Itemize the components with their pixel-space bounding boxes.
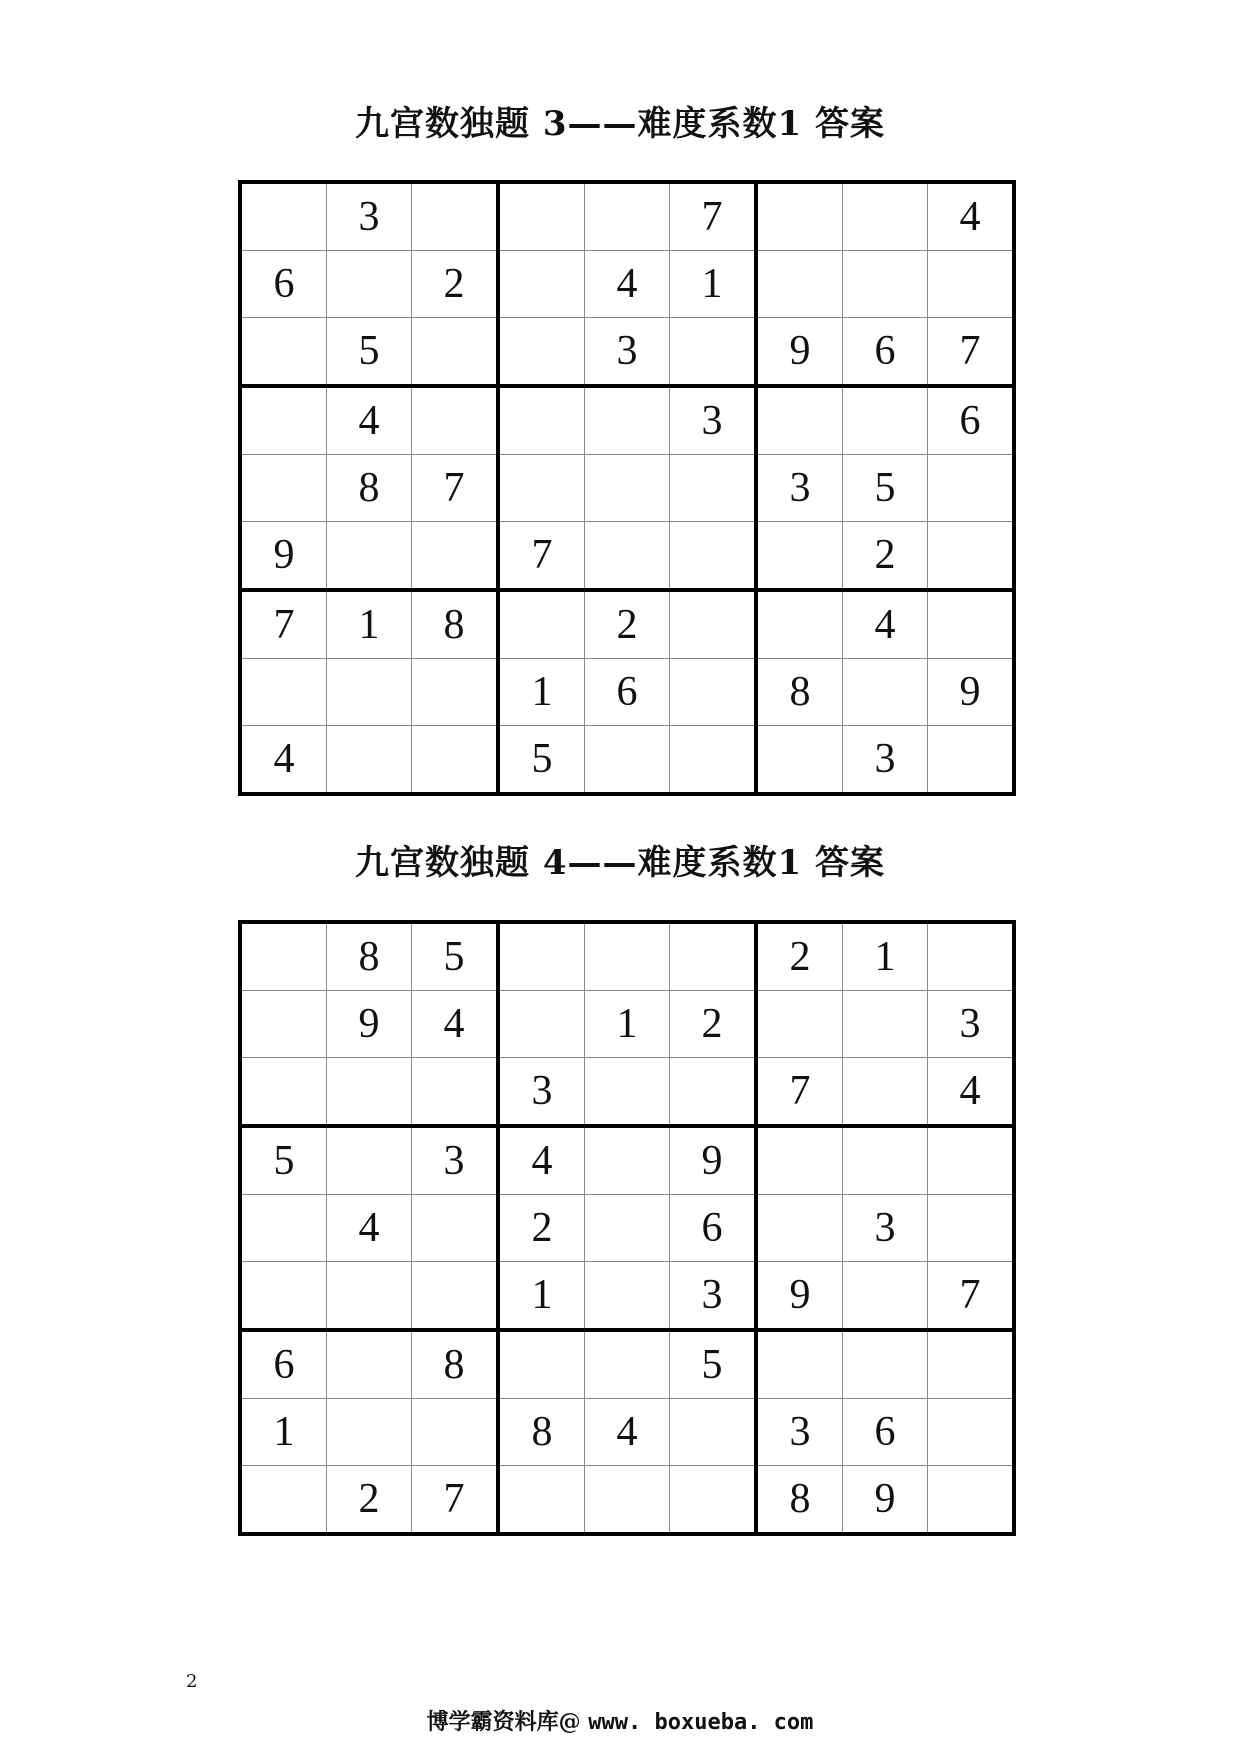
grid-row <box>240 991 1014 1058</box>
grid-cell <box>756 1330 843 1399</box>
grid-cell: 8 <box>756 659 843 726</box>
grid-cell <box>756 386 843 455</box>
grid-cell <box>412 318 499 387</box>
grid-cell <box>670 590 757 659</box>
grid-cell <box>327 1058 412 1127</box>
grid-cell <box>670 726 757 795</box>
grid-cell <box>585 922 670 991</box>
grid-cell <box>498 991 585 1058</box>
grid-row <box>240 455 1014 522</box>
sudoku-grid <box>238 180 1016 796</box>
grid-cell: 6 <box>585 659 670 726</box>
grid-cell: 1 <box>498 1262 585 1331</box>
grid-cell: 7 <box>928 1262 1015 1331</box>
footer-site: www. boxueba. com <box>588 1710 814 1735</box>
grid-cell: 4 <box>585 1399 670 1466</box>
grid-cell <box>756 182 843 251</box>
grid-cell <box>412 386 499 455</box>
grid-cell: 2 <box>756 922 843 991</box>
grid-cell <box>928 726 1015 795</box>
grid-cell <box>843 991 928 1058</box>
grid-cell: 9 <box>756 1262 843 1331</box>
grid-cell <box>843 659 928 726</box>
grid-cell <box>670 1466 757 1535</box>
grid-cell <box>928 1126 1015 1195</box>
grid-cell: 3 <box>928 991 1015 1058</box>
grid-row <box>240 251 1014 318</box>
grid-row <box>240 1058 1014 1127</box>
grid-cell <box>670 659 757 726</box>
grid-cell <box>928 922 1015 991</box>
grid-cell <box>928 522 1015 591</box>
grid-cell: 3 <box>756 1399 843 1466</box>
grid-cell <box>412 726 499 795</box>
grid-row <box>240 1330 1014 1399</box>
grid-cell <box>670 455 757 522</box>
page-number: 2 <box>186 1671 198 1692</box>
grid-row <box>240 182 1014 251</box>
grid-cell: 1 <box>327 590 412 659</box>
grid-cell: 5 <box>843 455 928 522</box>
grid-row <box>240 726 1014 795</box>
grid-cell <box>498 386 585 455</box>
grid-cell <box>498 455 585 522</box>
grid-cell: 7 <box>756 1058 843 1127</box>
grid-cell: 5 <box>498 726 585 795</box>
grid-cell <box>843 251 928 318</box>
grid-cell <box>240 922 327 991</box>
grid-cell <box>670 522 757 591</box>
grid-cell <box>498 1466 585 1535</box>
grid-row <box>240 1126 1014 1195</box>
grid-cell <box>585 1466 670 1535</box>
grid-row <box>240 1262 1014 1331</box>
grid-cell: 7 <box>412 1466 499 1535</box>
grid-row <box>240 1466 1014 1535</box>
grid-row <box>240 590 1014 659</box>
grid-cell <box>843 1330 928 1399</box>
grid-cell <box>756 590 843 659</box>
grid-cell: 8 <box>412 1330 499 1399</box>
grid-cell: 4 <box>928 1058 1015 1127</box>
grid-cell <box>928 455 1015 522</box>
grid-cell <box>412 1399 499 1466</box>
grid-cell <box>756 1126 843 1195</box>
grid-cell: 2 <box>412 251 499 318</box>
grid-cell: 7 <box>240 590 327 659</box>
grid-cell <box>928 251 1015 318</box>
grid-cell: 3 <box>843 726 928 795</box>
grid-cell: 2 <box>498 1195 585 1262</box>
grid-cell <box>843 1058 928 1127</box>
grid-cell <box>585 1262 670 1331</box>
grid-cell <box>843 1126 928 1195</box>
grid-cell: 7 <box>670 182 757 251</box>
grid-cell <box>412 1058 499 1127</box>
grid-cell <box>412 1262 499 1331</box>
grid-cell <box>240 182 327 251</box>
grid-cell <box>585 1126 670 1195</box>
grid-cell <box>585 1195 670 1262</box>
grid-cell <box>327 726 412 795</box>
grid-cell: 6 <box>843 1399 928 1466</box>
grid-cell: 2 <box>327 1466 412 1535</box>
grid-cell: 6 <box>843 318 928 387</box>
grid-cell <box>240 1262 327 1331</box>
grid-cell: 4 <box>412 991 499 1058</box>
grid-cell <box>240 991 327 1058</box>
grid-cell <box>412 522 499 591</box>
grid-cell: 4 <box>498 1126 585 1195</box>
grid-cell <box>240 455 327 522</box>
grid-cell <box>928 1195 1015 1262</box>
grid-cell: 4 <box>928 182 1015 251</box>
grid-cell: 4 <box>327 1195 412 1262</box>
grid-cell <box>327 1330 412 1399</box>
grid-cell <box>412 1195 499 1262</box>
grid-cell <box>498 182 585 251</box>
sudoku-grid <box>238 920 1016 1536</box>
grid-cell: 5 <box>670 1330 757 1399</box>
grid-cell <box>240 386 327 455</box>
grid-cell: 3 <box>756 455 843 522</box>
grid-cell <box>585 726 670 795</box>
grid-cell: 7 <box>498 522 585 591</box>
grid-cell: 3 <box>412 1126 499 1195</box>
grid-cell <box>412 659 499 726</box>
grid-cell: 9 <box>756 318 843 387</box>
grid-cell: 9 <box>327 991 412 1058</box>
grid-cell <box>670 1399 757 1466</box>
grid-cell <box>670 922 757 991</box>
footer <box>0 1709 1240 1736</box>
grid-cell: 6 <box>240 251 327 318</box>
grid-cell: 1 <box>843 922 928 991</box>
grid-cell <box>240 659 327 726</box>
grid-cell <box>327 1399 412 1466</box>
grid-cell: 3 <box>843 1195 928 1262</box>
grid-cell <box>240 318 327 387</box>
grid-cell <box>585 522 670 591</box>
grid-cell <box>327 1262 412 1331</box>
grid-cell: 9 <box>240 522 327 591</box>
grid-cell: 6 <box>928 386 1015 455</box>
grid-cell <box>756 251 843 318</box>
grid-cell <box>327 1126 412 1195</box>
grid-cell <box>498 1330 585 1399</box>
grid-cell <box>756 1195 843 1262</box>
grid-cell: 8 <box>498 1399 585 1466</box>
grid-cell: 1 <box>240 1399 327 1466</box>
grid-cell: 5 <box>412 922 499 991</box>
grid-cell <box>756 991 843 1058</box>
grid-cell: 8 <box>756 1466 843 1535</box>
grid-cell <box>585 1330 670 1399</box>
grid-cell <box>928 1466 1015 1535</box>
grid-cell <box>756 522 843 591</box>
grid-cell: 7 <box>928 318 1015 387</box>
grid-cell: 5 <box>327 318 412 387</box>
grid-cell: 5 <box>240 1126 327 1195</box>
grid-cell <box>327 522 412 591</box>
grid-cell <box>843 1262 928 1331</box>
puzzle-title: 九宫数独题 3——难度系数1 答案 <box>355 104 885 144</box>
grid-cell <box>928 590 1015 659</box>
grid-cell: 4 <box>240 726 327 795</box>
grid-cell: 8 <box>412 590 499 659</box>
grid-row <box>240 1399 1014 1466</box>
grid-cell <box>412 182 499 251</box>
grid-cell: 4 <box>843 590 928 659</box>
grid-row <box>240 659 1014 726</box>
grid-cell: 2 <box>843 522 928 591</box>
grid-cell <box>670 1058 757 1127</box>
footer-at: @ <box>558 1709 581 1735</box>
grid-cell: 4 <box>585 251 670 318</box>
grid-cell: 9 <box>670 1126 757 1195</box>
grid-cell <box>928 1399 1015 1466</box>
grid-cell: 6 <box>670 1195 757 1262</box>
grid-cell <box>498 251 585 318</box>
grid-cell: 3 <box>498 1058 585 1127</box>
grid-cell <box>670 318 757 387</box>
grid-cell: 7 <box>412 455 499 522</box>
grid-row <box>240 318 1014 387</box>
grid-row <box>240 522 1014 591</box>
grid-cell: 9 <box>843 1466 928 1535</box>
grid-cell <box>498 318 585 387</box>
grid-row <box>240 1195 1014 1262</box>
grid-cell <box>327 251 412 318</box>
grid-cell: 3 <box>585 318 670 387</box>
grid-cell <box>843 386 928 455</box>
grid-cell: 8 <box>327 922 412 991</box>
grid-cell <box>240 1058 327 1127</box>
grid-cell <box>585 1058 670 1127</box>
grid-cell <box>240 1195 327 1262</box>
grid-cell <box>498 922 585 991</box>
grid-cell <box>585 182 670 251</box>
grid-cell: 3 <box>327 182 412 251</box>
puzzle-title: 九宫数独题 4——难度系数1 答案 <box>355 843 885 883</box>
grid-cell: 4 <box>327 386 412 455</box>
grid-row <box>240 386 1014 455</box>
grid-cell: 1 <box>498 659 585 726</box>
footer-source: 博学霸资料库 <box>426 1709 559 1735</box>
grid-cell: 3 <box>670 386 757 455</box>
grid-cell: 6 <box>240 1330 327 1399</box>
grid-cell: 9 <box>928 659 1015 726</box>
grid-cell <box>498 590 585 659</box>
grid-cell: 3 <box>670 1262 757 1331</box>
grid-cell <box>928 1330 1015 1399</box>
grid-cell <box>756 726 843 795</box>
grid-cell: 2 <box>670 991 757 1058</box>
grid-cell <box>240 1466 327 1535</box>
grid-row <box>240 922 1014 991</box>
grid-cell <box>327 659 412 726</box>
grid-cell: 1 <box>670 251 757 318</box>
grid-cell: 2 <box>585 590 670 659</box>
grid-cell <box>585 455 670 522</box>
grid-cell <box>843 182 928 251</box>
grid-cell <box>585 386 670 455</box>
grid-cell: 1 <box>585 991 670 1058</box>
grid-cell: 8 <box>327 455 412 522</box>
